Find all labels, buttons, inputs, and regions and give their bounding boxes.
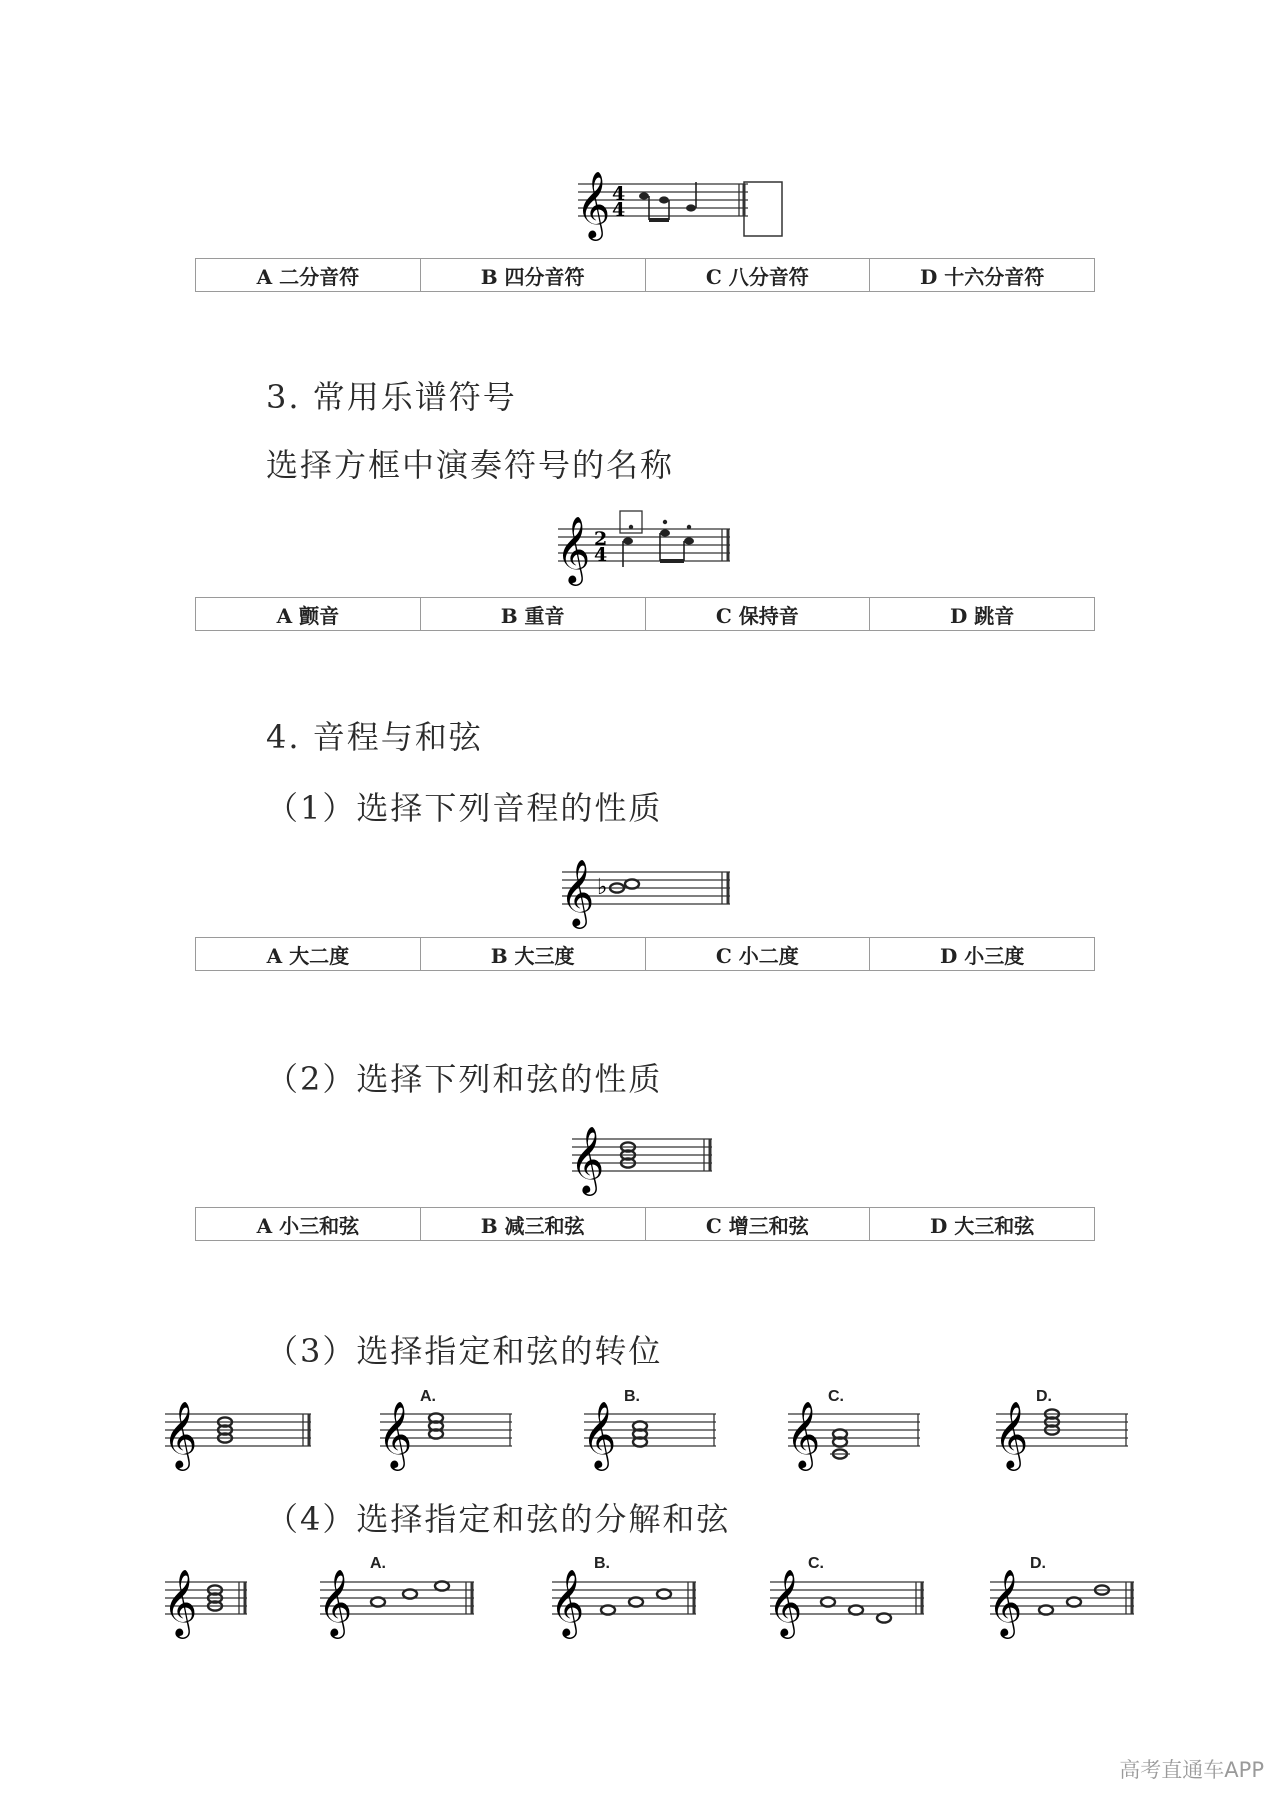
note-head	[686, 204, 696, 211]
heading-q4-3: （3）选择指定和弦的转位	[266, 1332, 663, 1370]
label-d: D.	[1036, 1388, 1052, 1405]
option-a[interactable]: A 大二度	[196, 938, 421, 970]
staff-q4-4-given	[165, 1568, 255, 1648]
option-a[interactable]: A 二分音符	[196, 259, 421, 291]
treble-clef-icon: 𝄞	[556, 515, 591, 583]
watermark: 高考直通车APP	[1119, 1758, 1264, 1782]
label-d: D.	[1030, 1555, 1046, 1572]
heading-q4-4: （4）选择指定和弦的分解和弦	[266, 1500, 731, 1538]
staff-q4-4-b	[552, 1568, 702, 1648]
option-d[interactable]: D 大三和弦	[929, 1213, 1035, 1238]
heading-q3: 3. 常用乐谱符号	[266, 378, 517, 416]
note-head	[684, 537, 694, 544]
treble-clef-icon: 𝄞	[378, 1400, 413, 1468]
time-signature-top: 4	[612, 183, 626, 205]
option-c[interactable]: C 保持音	[646, 598, 871, 630]
label-c: C.	[808, 1555, 824, 1572]
option-d[interactable]: D 小三度	[939, 943, 1025, 968]
treble-clef-icon: 𝄞	[570, 1125, 605, 1193]
heading-q4-2: （2）选择下列和弦的性质	[266, 1060, 663, 1098]
heading-q4-1: （1）选择下列音程的性质	[266, 789, 663, 827]
option-b[interactable]: B 大三度	[421, 938, 646, 970]
treble-clef-icon: 𝄞	[582, 1400, 617, 1468]
option-c[interactable]: C 八分音符	[646, 259, 871, 291]
treble-clef-icon: 𝄞	[576, 170, 611, 238]
note-head	[659, 196, 669, 203]
staff-q4-1	[562, 858, 742, 938]
time-signature-top: 2	[594, 528, 608, 550]
staff-q4-4-c	[770, 1568, 930, 1648]
treble-clef-icon: 𝄞	[318, 1568, 353, 1636]
staff-q4-4-a	[320, 1568, 480, 1648]
options-q4-1	[195, 937, 1095, 971]
options-q2	[195, 258, 1095, 292]
staff-q4-3-c	[788, 1400, 928, 1480]
option-d[interactable]: D 跳音	[949, 603, 1015, 628]
treble-clef-icon: 𝄞	[550, 1568, 585, 1636]
label-b: B.	[624, 1388, 640, 1405]
treble-clef-icon: 𝄞	[768, 1568, 803, 1636]
time-signature-bottom: 4	[612, 199, 626, 221]
staff-q4-4-d	[990, 1568, 1140, 1648]
staff-q2	[578, 170, 818, 250]
option-b[interactable]: B 四分音符	[421, 259, 646, 291]
staff-q3	[558, 515, 738, 595]
symbol-box	[620, 511, 642, 533]
heading-q4: 4. 音程与和弦	[266, 718, 483, 756]
options-q4-2	[195, 1207, 1095, 1241]
staff-q4-3-b	[584, 1400, 724, 1480]
answer-box	[744, 182, 782, 236]
note-head	[623, 537, 633, 544]
time-signature-bottom: 4	[594, 544, 608, 566]
treble-clef-icon: 𝄞	[786, 1400, 821, 1468]
staff-q4-3-d	[996, 1400, 1136, 1480]
option-c[interactable]: C 小二度	[646, 938, 871, 970]
label-b: B.	[594, 1555, 610, 1572]
option-d[interactable]: D 十六分音符	[919, 264, 1045, 289]
option-a[interactable]: A 颤音	[196, 598, 421, 630]
option-a[interactable]: A 小三和弦	[196, 1208, 421, 1240]
staff-q4-3-given	[165, 1400, 325, 1480]
staff-q4-2	[572, 1125, 722, 1205]
treble-clef-icon: 𝄞	[988, 1568, 1023, 1636]
treble-clef-icon: 𝄞	[994, 1400, 1029, 1468]
staff-q4-3-a	[380, 1400, 520, 1480]
note-head	[639, 192, 649, 199]
option-b[interactable]: B 减三和弦	[421, 1208, 646, 1240]
label-a: A.	[420, 1388, 436, 1405]
note-head	[660, 529, 670, 536]
prompt-q3: 选择方框中演奏符号的名称	[266, 446, 675, 484]
option-b[interactable]: B 重音	[421, 598, 646, 630]
label-a: A.	[370, 1555, 386, 1572]
whole-note	[625, 879, 639, 888]
treble-clef-icon: 𝄞	[163, 1568, 198, 1636]
treble-clef-icon: 𝄞	[163, 1400, 198, 1468]
flat-icon: ♭	[597, 875, 608, 900]
staccato-dot	[663, 520, 667, 524]
option-c[interactable]: C 增三和弦	[646, 1208, 871, 1240]
staccato-dot	[629, 525, 633, 529]
label-c: C.	[828, 1388, 844, 1405]
treble-clef-icon: 𝄞	[560, 858, 595, 926]
options-q3	[195, 597, 1095, 631]
staccato-dot	[687, 525, 691, 529]
